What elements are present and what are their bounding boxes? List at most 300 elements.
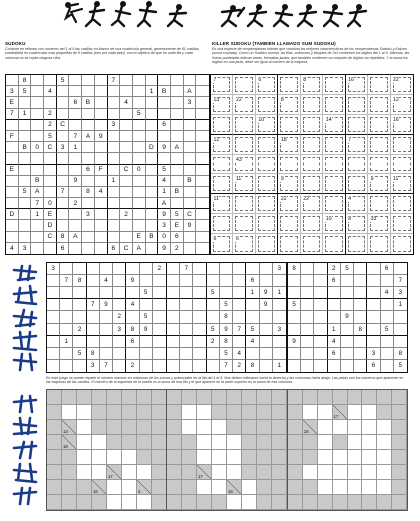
sudoku-cell[interactable] bbox=[82, 198, 95, 209]
sudoku-cell[interactable] bbox=[57, 109, 70, 120]
kakuro-cell[interactable] bbox=[333, 465, 348, 480]
mini-sudoku-cell[interactable] bbox=[301, 336, 314, 348]
sudoku-cell[interactable] bbox=[6, 187, 19, 198]
sudoku-cell[interactable] bbox=[133, 86, 146, 97]
sudoku-cell[interactable] bbox=[146, 198, 159, 209]
killer-cell[interactable] bbox=[368, 95, 390, 115]
kakuro-cell[interactable] bbox=[377, 420, 392, 435]
sudoku-cell[interactable] bbox=[158, 75, 171, 86]
killer-cell[interactable] bbox=[391, 135, 413, 155]
kakuro-cell[interactable] bbox=[362, 435, 377, 450]
mini-sudoku-cell[interactable] bbox=[207, 348, 220, 360]
sudoku-cell[interactable] bbox=[108, 131, 121, 142]
kakuro-cell[interactable] bbox=[212, 480, 227, 495]
sudoku-cell[interactable] bbox=[146, 153, 159, 164]
sudoku-cell[interactable] bbox=[158, 97, 171, 108]
killer-cell[interactable] bbox=[233, 75, 255, 95]
mini-sudoku-cell[interactable] bbox=[87, 263, 100, 275]
killer-cell[interactable] bbox=[346, 194, 368, 214]
sudoku-cell[interactable] bbox=[196, 232, 209, 243]
mini-sudoku-cell[interactable] bbox=[100, 287, 113, 299]
mini-sudoku-cell[interactable] bbox=[207, 311, 220, 323]
sudoku-cell[interactable] bbox=[6, 198, 19, 209]
kakuro-cell[interactable] bbox=[62, 405, 77, 420]
sudoku-cell[interactable] bbox=[95, 86, 108, 97]
sudoku-cell[interactable] bbox=[82, 109, 95, 120]
mini-sudoku-cell[interactable] bbox=[354, 299, 367, 311]
mini-sudoku-cell[interactable] bbox=[381, 348, 394, 360]
sudoku-cell[interactable] bbox=[196, 75, 209, 86]
mini-sudoku-cell[interactable] bbox=[140, 299, 153, 311]
mini-sudoku-cell[interactable] bbox=[394, 311, 407, 323]
mini-sudoku-cell[interactable] bbox=[354, 348, 367, 360]
mini-sudoku-cell[interactable] bbox=[180, 360, 193, 372]
mini-sudoku-cell[interactable] bbox=[167, 287, 180, 299]
mini-sudoku-cell[interactable] bbox=[140, 275, 153, 287]
kakuro-cell[interactable] bbox=[318, 465, 333, 480]
mini-sudoku-cell[interactable] bbox=[47, 311, 60, 323]
mini-sudoku-cell[interactable] bbox=[314, 299, 327, 311]
mini-sudoku-cell[interactable] bbox=[47, 360, 60, 372]
killer-cell[interactable] bbox=[368, 135, 390, 155]
mini-sudoku-cell[interactable] bbox=[246, 348, 259, 360]
sudoku-cell[interactable] bbox=[184, 75, 197, 86]
sudoku-cell[interactable] bbox=[196, 198, 209, 209]
mini-sudoku-cell[interactable] bbox=[140, 348, 153, 360]
sudoku-cell[interactable] bbox=[82, 86, 95, 97]
mini-sudoku-cell[interactable] bbox=[153, 348, 166, 360]
sudoku-cell[interactable] bbox=[133, 131, 146, 142]
mini-sudoku-cell[interactable] bbox=[328, 287, 341, 299]
sudoku-cell[interactable] bbox=[184, 198, 197, 209]
mini-sudoku-cell[interactable] bbox=[113, 263, 126, 275]
sudoku-cell[interactable] bbox=[108, 187, 121, 198]
sudoku-cell[interactable] bbox=[146, 243, 159, 254]
mini-sudoku-cell[interactable] bbox=[207, 360, 220, 372]
mini-sudoku-cell[interactable] bbox=[260, 348, 273, 360]
mini-sudoku-cell[interactable] bbox=[180, 324, 193, 336]
sudoku-cell[interactable] bbox=[171, 176, 184, 187]
mini-sudoku-cell[interactable] bbox=[47, 299, 60, 311]
killer-cell[interactable] bbox=[323, 194, 345, 214]
mini-sudoku-cell[interactable] bbox=[367, 299, 380, 311]
kakuro-cell[interactable] bbox=[122, 480, 137, 495]
mini-sudoku-cell[interactable] bbox=[60, 311, 73, 323]
sudoku-cell[interactable] bbox=[146, 176, 159, 187]
mini-sudoku-cell[interactable] bbox=[273, 275, 286, 287]
sudoku-cell[interactable] bbox=[146, 131, 159, 142]
kakuro-cell[interactable] bbox=[107, 480, 122, 495]
killer-cell[interactable] bbox=[391, 234, 413, 254]
sudoku-cell[interactable] bbox=[108, 232, 121, 243]
killer-cell[interactable] bbox=[278, 174, 300, 194]
sudoku-cell[interactable] bbox=[6, 220, 19, 231]
mini-sudoku-cell[interactable] bbox=[193, 287, 206, 299]
kakuro-cell[interactable] bbox=[348, 465, 363, 480]
mini-sudoku-cell[interactable] bbox=[354, 275, 367, 287]
mini-sudoku-cell[interactable] bbox=[328, 311, 341, 323]
mini-sudoku-cell[interactable] bbox=[367, 275, 380, 287]
sudoku-cell[interactable] bbox=[133, 97, 146, 108]
sudoku-cell[interactable] bbox=[196, 176, 209, 187]
sudoku-cell[interactable] bbox=[44, 153, 57, 164]
kakuro-cell[interactable] bbox=[377, 450, 392, 465]
mini-sudoku-cell[interactable] bbox=[288, 360, 301, 372]
sudoku-cell[interactable] bbox=[184, 120, 197, 131]
killer-cell[interactable] bbox=[233, 95, 255, 115]
mini-sudoku-cell[interactable] bbox=[180, 275, 193, 287]
mini-sudoku-cell[interactable] bbox=[288, 324, 301, 336]
sudoku-cell[interactable] bbox=[31, 120, 44, 131]
mini-sudoku-cell[interactable] bbox=[180, 287, 193, 299]
kakuro-cell[interactable] bbox=[377, 465, 392, 480]
mini-sudoku-cell[interactable] bbox=[260, 360, 273, 372]
mini-sudoku-cell[interactable] bbox=[314, 287, 327, 299]
mini-sudoku-cell[interactable] bbox=[87, 324, 100, 336]
killer-cell[interactable] bbox=[278, 234, 300, 254]
sudoku-cell[interactable] bbox=[69, 165, 82, 176]
killer-cell[interactable] bbox=[391, 214, 413, 234]
sudoku-cell[interactable] bbox=[146, 187, 159, 198]
sudoku-cell[interactable] bbox=[171, 97, 184, 108]
sudoku-cell[interactable] bbox=[95, 232, 108, 243]
sudoku-cell[interactable] bbox=[133, 176, 146, 187]
killer-cell[interactable] bbox=[391, 95, 413, 115]
mini-sudoku-cell[interactable] bbox=[153, 287, 166, 299]
killer-cell[interactable] bbox=[323, 214, 345, 234]
sudoku-cell[interactable] bbox=[82, 232, 95, 243]
mini-sudoku-cell[interactable] bbox=[126, 287, 139, 299]
kakuro-cell[interactable] bbox=[242, 495, 257, 510]
mini-sudoku-cell[interactable] bbox=[126, 311, 139, 323]
mini-sudoku-cell[interactable] bbox=[341, 360, 354, 372]
sudoku-cell[interactable] bbox=[108, 153, 121, 164]
mini-sudoku-cell[interactable] bbox=[367, 263, 380, 275]
killer-cell[interactable] bbox=[256, 155, 278, 175]
mini-sudoku-cell[interactable] bbox=[288, 275, 301, 287]
mini-sudoku-cell[interactable] bbox=[381, 311, 394, 323]
sudoku-cell[interactable] bbox=[6, 142, 19, 153]
mini-sudoku-cell[interactable] bbox=[288, 287, 301, 299]
sudoku-cell[interactable] bbox=[158, 109, 171, 120]
mini-sudoku-cell[interactable] bbox=[193, 348, 206, 360]
killer-cell[interactable] bbox=[323, 155, 345, 175]
mini-sudoku-cell[interactable] bbox=[367, 336, 380, 348]
sudoku-cell[interactable] bbox=[19, 131, 32, 142]
sudoku-cell[interactable] bbox=[184, 131, 197, 142]
mini-sudoku-cell[interactable] bbox=[153, 299, 166, 311]
kakuro-cell[interactable] bbox=[303, 405, 318, 420]
killer-cell[interactable] bbox=[346, 135, 368, 155]
killer-cell[interactable] bbox=[346, 115, 368, 135]
mini-sudoku-cell[interactable] bbox=[87, 275, 100, 287]
killer-cell[interactable] bbox=[323, 75, 345, 95]
mini-sudoku-cell[interactable] bbox=[207, 263, 220, 275]
sudoku-cell[interactable] bbox=[196, 142, 209, 153]
kakuro-cell[interactable] bbox=[212, 435, 227, 450]
killer-cell[interactable] bbox=[256, 194, 278, 214]
mini-sudoku-cell[interactable] bbox=[367, 311, 380, 323]
kakuro-cell[interactable] bbox=[212, 420, 227, 435]
mini-sudoku-cell[interactable] bbox=[341, 287, 354, 299]
killer-cell[interactable] bbox=[211, 115, 233, 135]
killer-cell[interactable] bbox=[368, 75, 390, 95]
mini-sudoku-cell[interactable] bbox=[73, 336, 86, 348]
kakuro-cell[interactable] bbox=[182, 420, 197, 435]
kakuro-cell[interactable] bbox=[348, 435, 363, 450]
sudoku-cell[interactable] bbox=[82, 243, 95, 254]
mini-sudoku-cell[interactable] bbox=[193, 299, 206, 311]
kakuro-cell[interactable] bbox=[303, 465, 318, 480]
killer-cell[interactable] bbox=[301, 194, 323, 214]
mini-sudoku-cell[interactable] bbox=[354, 360, 367, 372]
sudoku-cell[interactable] bbox=[95, 198, 108, 209]
kakuro-cell[interactable] bbox=[122, 450, 137, 465]
mini-sudoku-cell[interactable] bbox=[47, 324, 60, 336]
mini-sudoku-cell[interactable] bbox=[288, 348, 301, 360]
kakuro-cell[interactable] bbox=[92, 435, 107, 450]
sudoku-cell[interactable] bbox=[120, 176, 133, 187]
kakuro-cell[interactable] bbox=[77, 435, 92, 450]
sudoku-cell[interactable] bbox=[146, 220, 159, 231]
sudoku-cell[interactable] bbox=[19, 97, 32, 108]
sudoku-cell[interactable] bbox=[82, 142, 95, 153]
mini-sudoku-cell[interactable] bbox=[314, 311, 327, 323]
mini-sudoku-cell[interactable] bbox=[260, 336, 273, 348]
killer-cell[interactable] bbox=[256, 75, 278, 95]
mini-sudoku-cell[interactable] bbox=[87, 311, 100, 323]
sudoku-cell[interactable] bbox=[120, 198, 133, 209]
kakuro-cell[interactable] bbox=[122, 495, 137, 510]
sudoku-cell[interactable] bbox=[95, 209, 108, 220]
mini-sudoku-cell[interactable] bbox=[113, 360, 126, 372]
sudoku-cell[interactable] bbox=[44, 176, 57, 187]
sudoku-cell[interactable] bbox=[31, 243, 44, 254]
killer-cell[interactable] bbox=[278, 115, 300, 135]
mini-sudoku-cell[interactable] bbox=[126, 263, 139, 275]
sudoku-cell[interactable] bbox=[57, 153, 70, 164]
sudoku-cell[interactable] bbox=[31, 232, 44, 243]
sudoku-cell[interactable] bbox=[95, 120, 108, 131]
mini-sudoku-cell[interactable] bbox=[47, 336, 60, 348]
mini-sudoku-cell[interactable] bbox=[246, 299, 259, 311]
sudoku-cell[interactable] bbox=[133, 187, 146, 198]
mini-sudoku-cell[interactable] bbox=[260, 324, 273, 336]
sudoku-cell[interactable] bbox=[184, 165, 197, 176]
mini-sudoku-cell[interactable] bbox=[167, 324, 180, 336]
killer-cell[interactable] bbox=[233, 234, 255, 254]
kakuro-cell[interactable] bbox=[227, 435, 242, 450]
sudoku-cell[interactable] bbox=[69, 243, 82, 254]
mini-sudoku-cell[interactable] bbox=[113, 348, 126, 360]
mini-sudoku-cell[interactable] bbox=[314, 360, 327, 372]
mini-sudoku-cell[interactable] bbox=[260, 311, 273, 323]
sudoku-cell[interactable] bbox=[44, 75, 57, 86]
killer-cell[interactable] bbox=[256, 234, 278, 254]
sudoku-cell[interactable] bbox=[19, 198, 32, 209]
sudoku-cell[interactable] bbox=[171, 120, 184, 131]
mini-sudoku-cell[interactable] bbox=[113, 287, 126, 299]
killer-cell[interactable] bbox=[278, 155, 300, 175]
killer-cell[interactable] bbox=[256, 95, 278, 115]
sudoku-cell[interactable] bbox=[95, 142, 108, 153]
mini-sudoku-cell[interactable] bbox=[381, 336, 394, 348]
killer-cell[interactable] bbox=[278, 135, 300, 155]
killer-cell[interactable] bbox=[301, 155, 323, 175]
kakuro-cell[interactable] bbox=[227, 495, 242, 510]
sudoku-cell[interactable] bbox=[120, 75, 133, 86]
sudoku-cell[interactable] bbox=[31, 97, 44, 108]
kakuro-cell[interactable] bbox=[182, 405, 197, 420]
mini-sudoku-cell[interactable] bbox=[354, 311, 367, 323]
sudoku-cell[interactable] bbox=[108, 109, 121, 120]
kakuro-cell[interactable] bbox=[197, 450, 212, 465]
mini-sudoku-cell[interactable] bbox=[314, 348, 327, 360]
sudoku-cell[interactable] bbox=[120, 220, 133, 231]
kakuro-cell[interactable] bbox=[362, 480, 377, 495]
sudoku-cell[interactable] bbox=[108, 209, 121, 220]
mini-sudoku-cell[interactable] bbox=[167, 263, 180, 275]
sudoku-cell[interactable] bbox=[184, 232, 197, 243]
mini-sudoku-cell[interactable] bbox=[100, 263, 113, 275]
sudoku-cell[interactable] bbox=[146, 165, 159, 176]
mini-sudoku-cell[interactable] bbox=[140, 336, 153, 348]
mini-sudoku-cell[interactable] bbox=[260, 263, 273, 275]
killer-cell[interactable] bbox=[233, 214, 255, 234]
kakuro-cell[interactable] bbox=[318, 420, 333, 435]
sudoku-cell[interactable] bbox=[82, 75, 95, 86]
sudoku-cell[interactable] bbox=[31, 131, 44, 142]
killer-cell[interactable] bbox=[368, 214, 390, 234]
mini-sudoku-cell[interactable] bbox=[73, 299, 86, 311]
mini-sudoku-cell[interactable] bbox=[153, 336, 166, 348]
kakuro-cell[interactable] bbox=[197, 405, 212, 420]
mini-sudoku-cell[interactable] bbox=[47, 275, 60, 287]
killer-cell[interactable] bbox=[368, 115, 390, 135]
kakuro-cell[interactable] bbox=[318, 435, 333, 450]
sudoku-cell[interactable] bbox=[196, 109, 209, 120]
sudoku-cell[interactable] bbox=[57, 97, 70, 108]
killer-cell[interactable] bbox=[211, 234, 233, 254]
killer-cell[interactable] bbox=[346, 95, 368, 115]
sudoku-cell[interactable] bbox=[69, 220, 82, 231]
mini-sudoku-cell[interactable] bbox=[220, 287, 233, 299]
sudoku-cell[interactable] bbox=[184, 243, 197, 254]
mini-sudoku-cell[interactable] bbox=[381, 360, 394, 372]
mini-sudoku-cell[interactable] bbox=[126, 348, 139, 360]
sudoku-cell[interactable] bbox=[57, 165, 70, 176]
mini-sudoku-cell[interactable] bbox=[73, 360, 86, 372]
killer-cell[interactable] bbox=[278, 75, 300, 95]
mini-sudoku-cell[interactable] bbox=[341, 299, 354, 311]
mini-sudoku-cell[interactable] bbox=[341, 336, 354, 348]
mini-sudoku-cell[interactable] bbox=[140, 360, 153, 372]
mini-sudoku-cell[interactable] bbox=[233, 311, 246, 323]
mini-sudoku-cell[interactable] bbox=[100, 324, 113, 336]
mini-sudoku-cell[interactable] bbox=[47, 348, 60, 360]
sudoku-cell[interactable] bbox=[196, 220, 209, 231]
sudoku-cell[interactable] bbox=[146, 75, 159, 86]
kakuro-cell[interactable] bbox=[197, 480, 212, 495]
sudoku-cell[interactable] bbox=[44, 97, 57, 108]
sudoku-cell[interactable] bbox=[146, 120, 159, 131]
sudoku-cell[interactable] bbox=[69, 187, 82, 198]
sudoku-cell[interactable] bbox=[120, 86, 133, 97]
sudoku-cell[interactable] bbox=[120, 142, 133, 153]
sudoku-cell[interactable] bbox=[6, 120, 19, 131]
kakuro-cell[interactable] bbox=[318, 480, 333, 495]
mini-sudoku-cell[interactable] bbox=[180, 336, 193, 348]
sudoku-cell[interactable] bbox=[120, 187, 133, 198]
mini-sudoku-cell[interactable] bbox=[113, 299, 126, 311]
sudoku-cell[interactable] bbox=[171, 75, 184, 86]
mini-sudoku-cell[interactable] bbox=[394, 263, 407, 275]
mini-sudoku-cell[interactable] bbox=[60, 287, 73, 299]
sudoku-cell[interactable] bbox=[196, 86, 209, 97]
killer-cell[interactable] bbox=[233, 194, 255, 214]
sudoku-cell[interactable] bbox=[158, 131, 171, 142]
killer-cell[interactable] bbox=[233, 174, 255, 194]
sudoku-cell[interactable] bbox=[6, 232, 19, 243]
mini-sudoku-cell[interactable] bbox=[220, 275, 233, 287]
mini-sudoku-cell[interactable] bbox=[153, 311, 166, 323]
sudoku-cell[interactable] bbox=[120, 109, 133, 120]
killer-cell[interactable] bbox=[233, 135, 255, 155]
killer-cell[interactable] bbox=[211, 95, 233, 115]
killer-cell[interactable] bbox=[211, 174, 233, 194]
sudoku-cell[interactable] bbox=[95, 243, 108, 254]
sudoku-cell[interactable] bbox=[108, 86, 121, 97]
mini-sudoku-cell[interactable] bbox=[301, 360, 314, 372]
killer-cell[interactable] bbox=[346, 174, 368, 194]
mini-sudoku-cell[interactable] bbox=[153, 324, 166, 336]
sudoku-cell[interactable] bbox=[196, 131, 209, 142]
sudoku-cell[interactable] bbox=[44, 243, 57, 254]
sudoku-cell[interactable] bbox=[133, 198, 146, 209]
mini-sudoku-cell[interactable] bbox=[260, 275, 273, 287]
kakuro-cell[interactable] bbox=[362, 420, 377, 435]
sudoku-cell[interactable] bbox=[31, 220, 44, 231]
killer-cell[interactable] bbox=[301, 135, 323, 155]
kakuro-cell[interactable] bbox=[77, 465, 92, 480]
kakuro-cell[interactable] bbox=[348, 450, 363, 465]
mini-sudoku-cell[interactable] bbox=[193, 263, 206, 275]
sudoku-cell[interactable] bbox=[196, 120, 209, 131]
mini-sudoku-cell[interactable] bbox=[301, 287, 314, 299]
sudoku-cell[interactable] bbox=[69, 209, 82, 220]
sudoku-cell[interactable] bbox=[57, 131, 70, 142]
kakuro-cell[interactable] bbox=[77, 450, 92, 465]
killer-cell[interactable] bbox=[391, 75, 413, 95]
sudoku-cell[interactable] bbox=[69, 109, 82, 120]
kakuro-cell[interactable] bbox=[333, 480, 348, 495]
mini-sudoku-cell[interactable] bbox=[167, 348, 180, 360]
mini-sudoku-cell[interactable] bbox=[233, 263, 246, 275]
mini-sudoku-cell[interactable] bbox=[314, 324, 327, 336]
mini-sudoku-cell[interactable] bbox=[328, 299, 341, 311]
sudoku-cell[interactable] bbox=[95, 176, 108, 187]
sudoku-cell[interactable] bbox=[44, 187, 57, 198]
kakuro-cell[interactable] bbox=[227, 465, 242, 480]
sudoku-cell[interactable] bbox=[108, 142, 121, 153]
mini-sudoku-cell[interactable] bbox=[314, 263, 327, 275]
killer-cell[interactable] bbox=[301, 75, 323, 95]
sudoku-cell[interactable] bbox=[95, 220, 108, 231]
mini-sudoku-cell[interactable] bbox=[273, 336, 286, 348]
sudoku-cell[interactable] bbox=[82, 120, 95, 131]
mini-sudoku-cell[interactable] bbox=[100, 311, 113, 323]
sudoku-cell[interactable] bbox=[133, 153, 146, 164]
